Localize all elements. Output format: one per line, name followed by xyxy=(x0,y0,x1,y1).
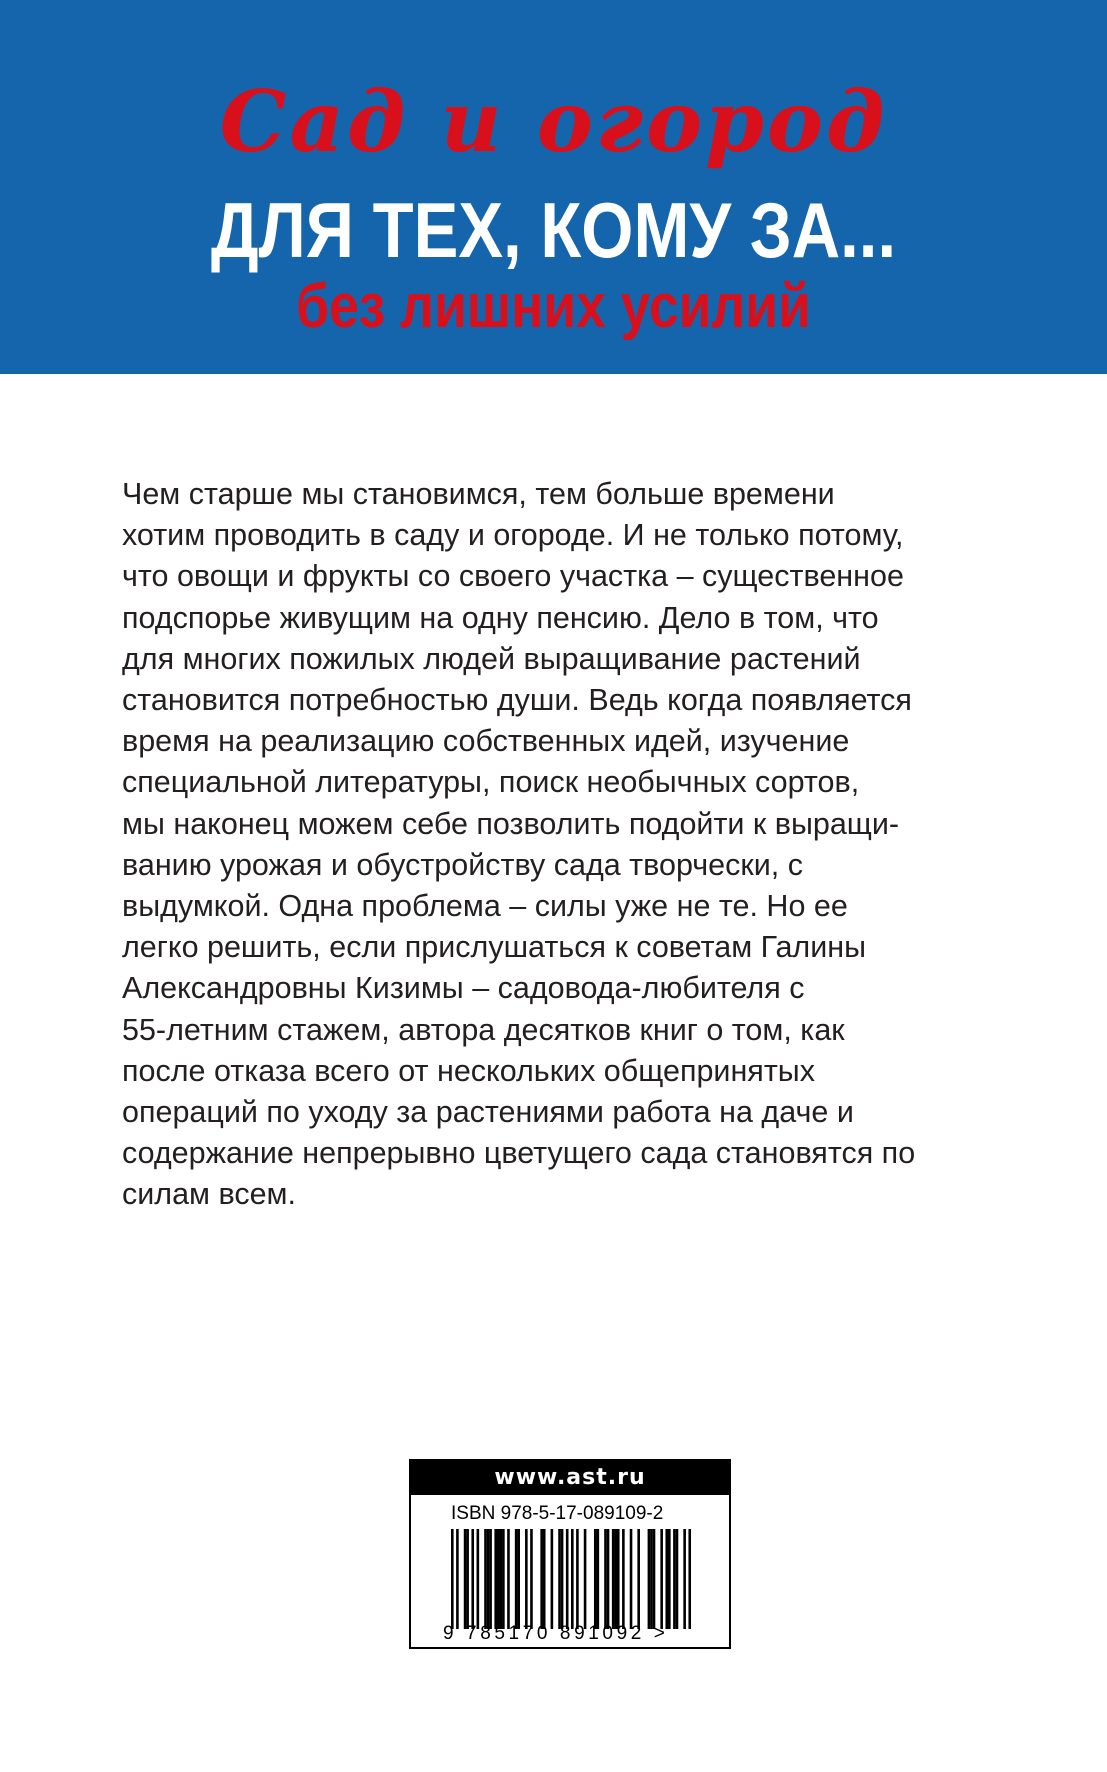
barcode-bar xyxy=(464,1529,467,1629)
barcode-bar xyxy=(489,1529,492,1629)
barcode-bar xyxy=(597,1529,600,1629)
barcode-bar xyxy=(665,1529,668,1629)
barcode-bar xyxy=(584,1529,587,1629)
barcode-box xyxy=(409,1459,731,1649)
barcode-bar xyxy=(466,1529,469,1629)
isbn-number: ISBN 978-5-17-089109-2 xyxy=(451,1503,664,1524)
barcode-bar xyxy=(456,1529,459,1629)
barcode-bar xyxy=(487,1529,490,1629)
barcode-bar xyxy=(566,1529,569,1629)
barcode-bar xyxy=(653,1529,656,1629)
barcode-bar xyxy=(543,1529,546,1629)
barcode-bar xyxy=(594,1529,597,1629)
barcode-bar xyxy=(660,1529,663,1629)
series-title: Сад и огород xyxy=(219,72,888,171)
barcode-bar xyxy=(676,1529,679,1629)
blurb-line: выдумкой. Одна проблема – силы уже не те. Но ее xyxy=(122,889,848,924)
blurb-line: Чем старше мы становимся, тем больше времени xyxy=(122,477,835,511)
barcode-bar xyxy=(576,1529,579,1629)
barcode-bar xyxy=(650,1529,653,1629)
barcode-bar xyxy=(507,1529,510,1629)
barcode-bar xyxy=(561,1529,564,1629)
blurb-line: хотим проводить в саду и огороде. И не только потому, xyxy=(122,518,904,553)
barcode-bar xyxy=(502,1529,505,1629)
cover-header-band xyxy=(0,0,1107,374)
blurb-line: для многих пожилых людей выращивание растений xyxy=(122,641,861,676)
barcode-bar xyxy=(451,1529,454,1629)
blurb-line: время на реализацию собственных идей, изучение xyxy=(122,724,850,759)
barcode-bar xyxy=(673,1529,676,1629)
barcode-bar xyxy=(604,1529,607,1629)
barcode-bar xyxy=(525,1529,528,1629)
blurb-line: 55-летним стажем, автора десятков книг о том, как xyxy=(122,1012,845,1047)
barcode-bar xyxy=(648,1529,651,1629)
blurb-line: Александровны Кизимы – садовода-любителя с xyxy=(122,971,805,1006)
barcode-digits: 9 785170 891092 > xyxy=(443,1623,669,1644)
publisher-website: www.ast.ru xyxy=(411,1461,729,1495)
blurb-line: после отказа всего от нескольких общепринятых xyxy=(122,1053,815,1088)
blurb-line: легко решить, если прислушаться к советам Галины xyxy=(122,930,867,965)
barcode-bar xyxy=(612,1529,615,1629)
blurb-line: силам всем. xyxy=(122,1177,297,1212)
barcode-bar xyxy=(688,1529,691,1629)
main-title: ДЛЯ ТЕХ, КОМУ ЗА... xyxy=(210,186,897,274)
barcode-graphic xyxy=(451,1529,691,1629)
barcode-bar xyxy=(614,1529,617,1629)
blurb-line: становится потребностью души. Ведь когда появляется xyxy=(122,683,912,718)
barcode-bar xyxy=(497,1529,500,1629)
barcode-bar xyxy=(484,1529,487,1629)
blurb-line: мы наконец можем себе позволить подойти к выращи- xyxy=(122,806,900,841)
barcode-bar xyxy=(551,1529,554,1629)
barcode-bar xyxy=(683,1529,686,1629)
barcode-bar xyxy=(558,1529,561,1629)
barcode-bar xyxy=(530,1529,533,1629)
barcode-bar xyxy=(630,1529,633,1629)
barcode-bar xyxy=(617,1529,620,1629)
barcode-bar xyxy=(477,1529,480,1629)
barcode-bar xyxy=(607,1529,610,1629)
barcode-bar xyxy=(494,1529,497,1629)
barcode-bar xyxy=(637,1529,640,1629)
barcode-bar xyxy=(540,1529,543,1629)
blurb-text xyxy=(122,474,1042,1216)
barcode-bar xyxy=(622,1529,625,1629)
barcode-bar xyxy=(471,1529,474,1629)
subtitle: без лишних усилий xyxy=(296,272,811,341)
barcode-bar xyxy=(500,1529,503,1629)
blurb-line: специальной литературы, поиск необычных сортов, xyxy=(122,765,860,800)
blurb-line: подспорье живущим на одну пенсию. Дело в том, что xyxy=(122,600,879,635)
barcode-bar xyxy=(571,1529,574,1629)
blurb-line: содержание непрерывно цветущего сада становятся по xyxy=(122,1136,916,1171)
barcode-bar xyxy=(515,1529,518,1629)
blurb-line: что овощи и фрукты со своего участка – существенное xyxy=(122,559,904,594)
barcode-bar xyxy=(668,1529,671,1629)
blurb-line: операций по уходу за растениями работа на даче и xyxy=(122,1095,854,1130)
blurb-line: ванию урожая и обустройству сада творчески, с xyxy=(122,847,803,882)
barcode-bar xyxy=(517,1529,520,1629)
